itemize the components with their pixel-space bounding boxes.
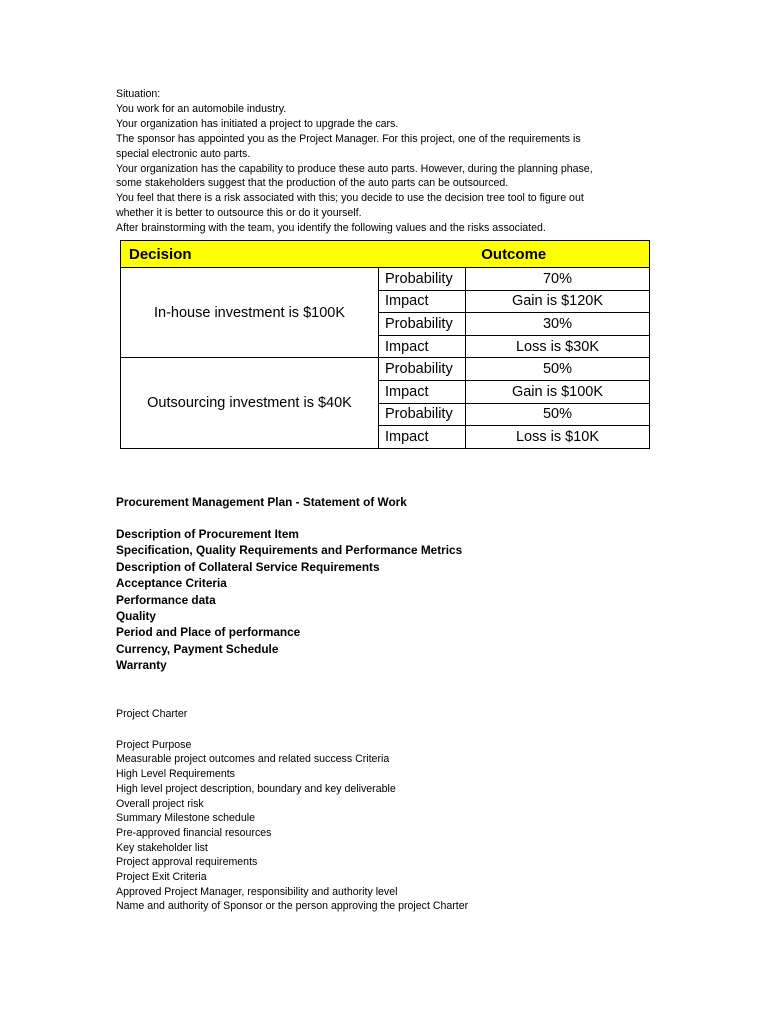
- procurement-item: Currency, Payment Schedule: [116, 641, 279, 656]
- charter-title: Project Charter: [116, 708, 188, 720]
- charter-item: Key stakeholder list: [116, 841, 208, 854]
- situation-line: Situation:: [116, 88, 161, 100]
- situation-line: After brainstorming with the team, you identify the following values and the risks associated.: [116, 222, 546, 235]
- charter-item: Summary Milestone schedule: [116, 812, 255, 825]
- row-value: 30%: [466, 313, 650, 336]
- procurement-item: Acceptance Criteria: [116, 576, 227, 591]
- charter-section: [116, 707, 676, 914]
- row-value: 50%: [466, 403, 650, 426]
- procurement-title: Procurement Management Plan - Statement of Work: [116, 495, 407, 509]
- charter-item: Project Exit Criteria: [116, 871, 207, 884]
- row-label: Impact: [379, 380, 466, 403]
- table-header-row: [121, 241, 650, 268]
- table-row: [121, 358, 650, 381]
- procurement-item: Specification, Quality Requirements and Performance Metrics: [116, 543, 463, 558]
- decision-table: [120, 240, 650, 449]
- investment-cell: In-house investment is $100K: [121, 268, 379, 358]
- situation-line: some stakeholders suggest that the production of the auto parts can be outsourced.: [116, 177, 509, 190]
- situation-line: special electronic auto parts.: [116, 147, 251, 160]
- row-value: Gain is $120K: [466, 290, 650, 313]
- charter-item: High level project description, boundary and key deliverable: [116, 782, 396, 795]
- situation-text: [116, 87, 661, 236]
- situation-line: Your organization has the capability to produce these auto parts. However, during the planning phase,: [116, 162, 593, 175]
- situation-line: You work for an automobile industry.: [116, 102, 287, 115]
- situation-line: The sponsor has appointed you as the Project Manager. For this project, one of the requirements is: [116, 132, 581, 145]
- row-label: Probability: [379, 313, 466, 336]
- procurement-item: Performance data: [116, 592, 216, 607]
- situation-line: You feel that there is a risk associated with this; you decide to use the decision tree tool to figure out: [116, 192, 584, 205]
- procurement-section: [116, 495, 676, 674]
- charter-item: Project Purpose: [116, 738, 192, 751]
- charter-item: Approved Project Manager, responsibility and authority level: [116, 885, 398, 898]
- header-decision: Decision: [121, 241, 379, 268]
- procurement-item: Quality: [116, 609, 156, 624]
- row-label: Impact: [379, 426, 466, 449]
- situation-line: whether it is better to outsource this or do it yourself.: [116, 207, 362, 220]
- row-label: Probability: [379, 358, 466, 381]
- row-value: Loss is $10K: [466, 426, 650, 449]
- row-label: Impact: [379, 290, 466, 313]
- charter-item: Pre-approved financial resources: [116, 826, 272, 839]
- charter-item: Measurable project outcomes and related success Criteria: [116, 753, 390, 766]
- row-value: Loss is $30K: [466, 335, 650, 358]
- situation-line: Your organization has initiated a project to upgrade the cars.: [116, 117, 399, 130]
- header-outcome: Outcome: [379, 241, 650, 268]
- procurement-item: Description of Procurement Item: [116, 527, 299, 541]
- charter-item: High Level Requirements: [116, 768, 235, 781]
- charter-item: Project approval requirements: [116, 856, 258, 869]
- row-value: 70%: [466, 268, 650, 291]
- charter-item: Overall project risk: [116, 797, 204, 810]
- row-value: Gain is $100K: [466, 380, 650, 403]
- procurement-item: Description of Collateral Service Requirements: [116, 559, 380, 574]
- row-value: 50%: [466, 358, 650, 381]
- row-label: Probability: [379, 268, 466, 291]
- charter-item: Name and authority of Sponsor or the person approving the project Charter: [116, 900, 469, 913]
- procurement-item: Warranty: [116, 658, 167, 673]
- row-label: Probability: [379, 403, 466, 426]
- investment-cell: Outsourcing investment is $40K: [121, 358, 379, 448]
- table-row: [121, 268, 650, 291]
- procurement-item: Period and Place of performance: [116, 625, 301, 640]
- row-label: Impact: [379, 335, 466, 358]
